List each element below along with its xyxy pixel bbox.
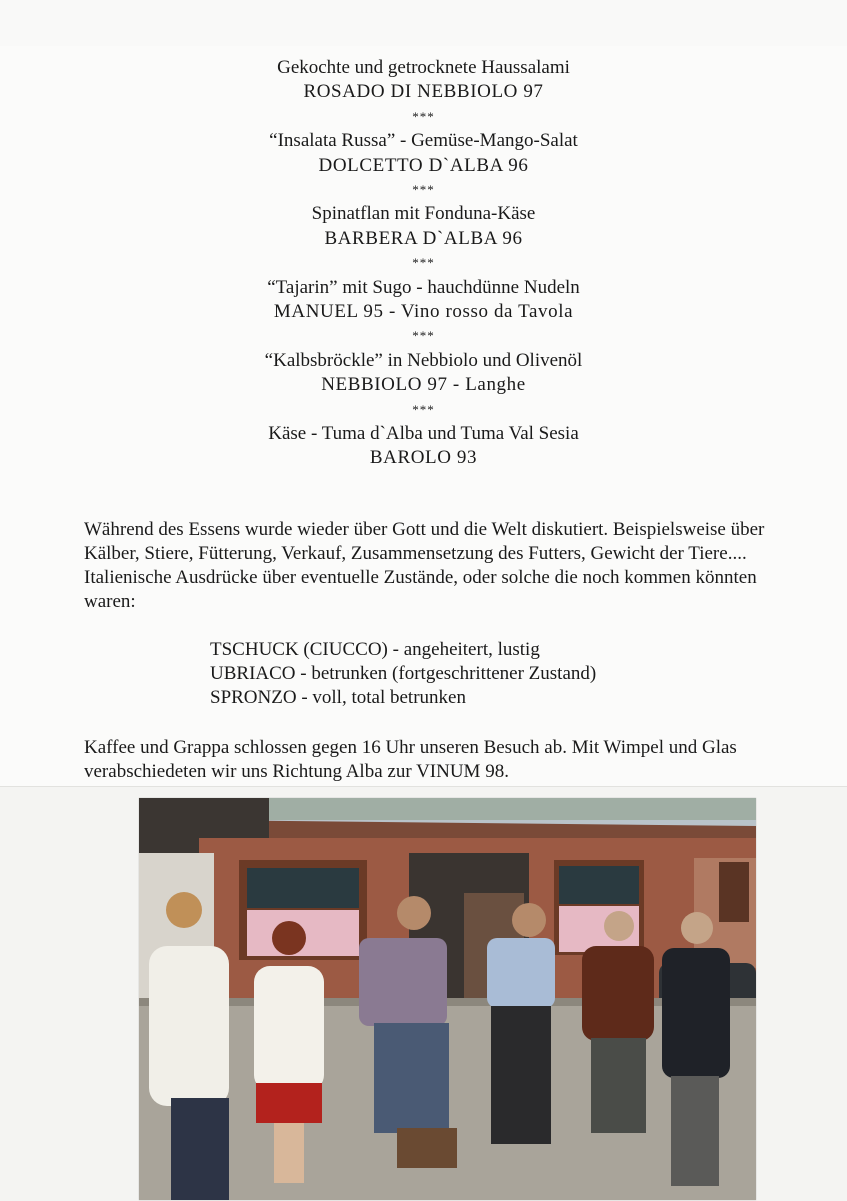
course-separator: *** <box>412 255 435 271</box>
term-item: SPRONZO - voll, total betrunken <box>210 687 466 708</box>
course-separator: *** <box>412 328 435 344</box>
top-page-edge <box>0 0 847 47</box>
course-dish: “Kalbsbröckle” in Nebbiolo und Olivenöl <box>264 349 583 371</box>
term-item: UBRIACO - betrunken (fortgeschrittener Zustand) <box>210 663 597 684</box>
course-dish: Gekochte und getrocknete Haussalami <box>277 57 570 78</box>
group-photo <box>139 798 756 1200</box>
course-separator: *** <box>412 182 435 198</box>
paragraph-discussion: Während des Essens wurde wieder über Gott und die Welt diskutiert. Beispielsweise über Kälber, Stiere, Fütterung, Verkauf, Zusammensetzung des Futters, Gewicht der Tiere.... <box>84 519 765 564</box>
paragraph-expressions: Italienische Ausdrücke über eventuelle Zustände, oder solche die noch kommen könnten waren: <box>84 567 757 612</box>
course-separator: *** <box>412 401 435 417</box>
course-wine: BAROLO 93 <box>369 447 478 469</box>
photo-illustration <box>139 798 756 1200</box>
course-wine: ROSADO DI NEBBIOLO 97 <box>303 81 544 103</box>
course-dish: “Tajarin” mit Sugo - hauchdünne Nudeln <box>267 276 580 298</box>
course-wine: BARBERA D`ALBA 96 <box>324 227 523 249</box>
course-wine: DOLCETTO D`ALBA 96 <box>318 154 529 176</box>
course-dish: “Insalata Russa” - Gemüse-Mango-Salat <box>269 130 578 152</box>
course-wine: MANUEL 95 - Vino rosso da Tavola <box>273 301 574 323</box>
course-dish: Spinatflan mit Fonduna-Käse <box>311 203 536 225</box>
person-4 <box>487 903 555 1144</box>
italian-terms-list <box>210 638 596 710</box>
course-dish: Käse - Tuma d`Alba und Tuma Val Sesia <box>268 423 579 445</box>
term-item: TSCHUCK (CIUCCO) - angeheitert, lustig <box>210 639 540 660</box>
wine-menu <box>0 56 847 471</box>
course-separator: *** <box>412 108 435 124</box>
course-wine: NEBBIOLO 97 - Langhe <box>321 374 526 396</box>
discussion-text <box>84 518 784 614</box>
closing-paragraph: Kaffee und Grappa schlossen gegen 16 Uhr unseren Besuch ab. Mit Wimpel und Glas verabschiedeten wir uns Richtung Alba zur VINUM 98. <box>84 737 737 782</box>
